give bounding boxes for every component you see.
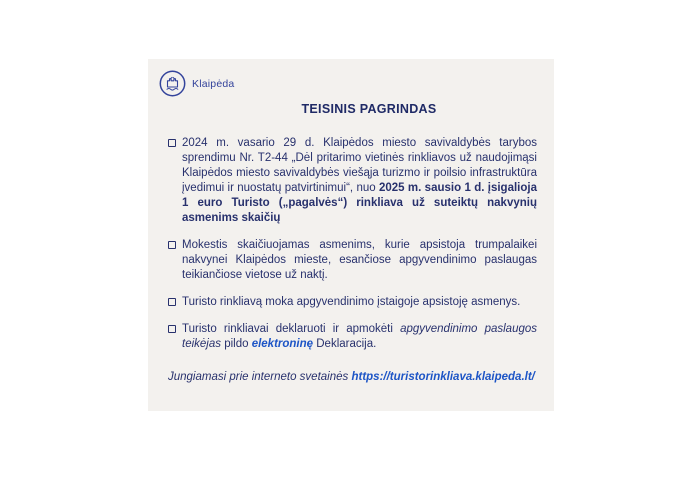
bullet-text xyxy=(182,238,537,283)
footer-note xyxy=(168,370,538,385)
text-segment: Deklaracija. xyxy=(313,338,377,350)
text-segment: Turisto rinkliavai deklaruoti ir apmokėti xyxy=(182,323,401,335)
list-item xyxy=(168,295,538,310)
bullet-text xyxy=(182,136,537,226)
page-title: TEISINIS PAGRINDAS xyxy=(301,102,437,116)
text-segment: 2025 m. sausio 1 d. įsigalioja 1 euro Turisto („pagalvės“) rinkliava už suteiktų nakvynių asmenims skaičių xyxy=(182,182,537,224)
list-item xyxy=(168,322,538,352)
bullet-square-icon xyxy=(168,139,176,147)
bullet-square-icon xyxy=(168,325,176,333)
text-segment: Turisto rinkliavą moka apgyvendinimo įstaigoje apsistoję asmenys. xyxy=(182,296,521,308)
text-segment: pildo xyxy=(221,338,252,350)
list-item xyxy=(168,238,538,283)
text-segment: elektroninę xyxy=(251,338,314,350)
bullet-square-icon xyxy=(168,241,176,249)
klaipeda-logo xyxy=(159,70,234,97)
klaipeda-coat-of-arms-icon xyxy=(159,70,186,97)
text-segment: 2024 m. vasario 29 d. Klaipėdos miesto savivaldybės tarybos sprendimu Nr. T2-44 „Dėl pritarimo vietinės rinkliavos už naudojimąsi Klaipėdos miesto savivaldybės viešąja turizmo ir poilsio infrastruktūra įvedimui ir nuostatų patvirtinimui“, nuo xyxy=(182,137,537,194)
list-item xyxy=(168,136,538,226)
website-link[interactable]: https://turistorinkliava.klaipeda.lt/ xyxy=(351,371,535,383)
text-segment: Jungiamasi prie interneto svetainės xyxy=(168,371,352,383)
legal-basis-card xyxy=(148,59,554,411)
bullet-square-icon xyxy=(168,298,176,306)
bullet-text xyxy=(182,295,537,310)
text-segment: apgyvendinimo paslaugos teikėjas xyxy=(182,323,538,350)
text-segment: Mokestis skaičiuojamas asmenims, kurie apsistoja trumpalaikei nakvynei Klaipėdos mieste, esančiose apgyvendinimo paslaugas teikiančiose vietose už naktį. xyxy=(182,239,537,281)
bullet-list xyxy=(168,136,538,352)
content-area xyxy=(168,136,538,385)
logo-text: Klaipėda xyxy=(192,77,235,90)
bullet-text xyxy=(182,322,537,352)
